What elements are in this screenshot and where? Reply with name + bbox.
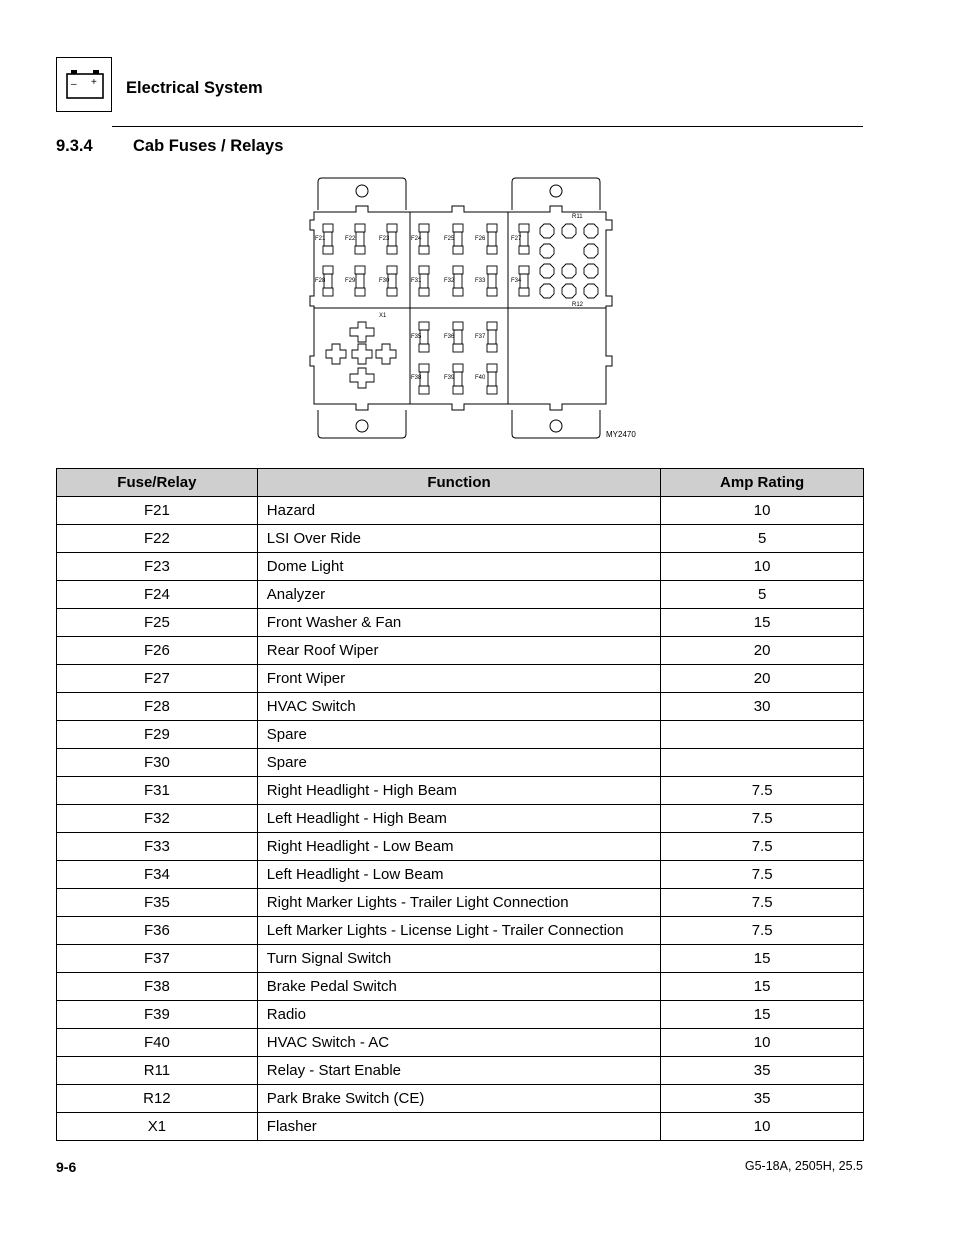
cell-fuse-relay: F36: [57, 917, 258, 945]
cell-amp-rating: [661, 721, 864, 749]
table-row: [57, 1001, 864, 1029]
cell-function: Relay - Start Enable: [257, 1057, 660, 1085]
table-row: [57, 973, 864, 1001]
cell-function: Radio: [257, 1001, 660, 1029]
table-row: [57, 1057, 864, 1085]
table-row: [57, 525, 864, 553]
cell-fuse-relay: F30: [57, 749, 258, 777]
cell-amp-rating: 7.5: [661, 833, 864, 861]
cell-function: LSI Over Ride: [257, 525, 660, 553]
label-f38: F38: [411, 375, 422, 381]
table-row: [57, 497, 864, 525]
cell-function: Hazard: [257, 497, 660, 525]
table-body: [57, 497, 864, 1141]
label-f37: F37: [475, 334, 486, 340]
fuse-holder: [355, 224, 365, 254]
label-f32: F32: [444, 278, 455, 284]
table-row: [57, 833, 864, 861]
cell-function: Dome Light: [257, 553, 660, 581]
label-f25: F25: [444, 236, 455, 242]
table-row: [57, 609, 864, 637]
label-f31: F31: [411, 278, 422, 284]
cell-function: Flasher: [257, 1113, 660, 1141]
cell-function: Right Marker Lights - Trailer Light Connection: [257, 889, 660, 917]
cell-fuse-relay: F23: [57, 553, 258, 581]
cell-amp-rating: 5: [661, 525, 864, 553]
cell-fuse-relay: F21: [57, 497, 258, 525]
cell-amp-rating: 7.5: [661, 861, 864, 889]
cell-amp-rating: 15: [661, 945, 864, 973]
table-row: [57, 945, 864, 973]
cell-fuse-relay: F24: [57, 581, 258, 609]
cell-fuse-relay: F25: [57, 609, 258, 637]
cell-amp-rating: 15: [661, 973, 864, 1001]
cell-fuse-relay: F28: [57, 693, 258, 721]
fuse-holder: [453, 266, 463, 296]
fuse-holder: [487, 364, 497, 394]
table-row: [57, 749, 864, 777]
diagram-reference: MY2470: [606, 430, 636, 439]
battery-minus: –: [71, 79, 77, 90]
fuse-holder: [487, 266, 497, 296]
cell-fuse-relay: F40: [57, 1029, 258, 1057]
cell-fuse-relay: F26: [57, 637, 258, 665]
header-divider: [112, 126, 863, 127]
cell-amp-rating: 10: [661, 1029, 864, 1057]
section-number: 9.3.4: [56, 137, 93, 155]
label-f36: F36: [444, 334, 455, 340]
table-row: [57, 1085, 864, 1113]
label-f33: F33: [475, 278, 486, 284]
label-f23: F23: [379, 236, 390, 242]
cell-function: Spare: [257, 749, 660, 777]
cell-fuse-relay: R12: [57, 1085, 258, 1113]
fuse-holder: [453, 364, 463, 394]
cell-function: Brake Pedal Switch: [257, 973, 660, 1001]
col-header-amp-rating: Amp Rating: [661, 469, 864, 497]
table-row: [57, 777, 864, 805]
cell-function: Right Headlight - High Beam: [257, 777, 660, 805]
label-f26: F26: [475, 236, 486, 242]
page-number: 9-6: [56, 1159, 77, 1175]
label-f28: F28: [315, 278, 326, 284]
cell-fuse-relay: F22: [57, 525, 258, 553]
cell-fuse-relay: X1: [57, 1113, 258, 1141]
section-title: Cab Fuses / Relays: [133, 137, 284, 155]
cell-amp-rating: 15: [661, 609, 864, 637]
page-header-title: Electrical System: [126, 79, 263, 97]
header-icon-box: [56, 57, 112, 112]
cell-fuse-relay: F29: [57, 721, 258, 749]
label-f34: F34: [511, 278, 522, 284]
table-row: [57, 721, 864, 749]
cell-function: HVAC Switch: [257, 693, 660, 721]
cell-function: Spare: [257, 721, 660, 749]
cell-fuse-relay: F35: [57, 889, 258, 917]
cell-amp-rating: 7.5: [661, 917, 864, 945]
fuse-holder: [453, 322, 463, 352]
label-f39: F39: [444, 375, 455, 381]
cell-amp-rating: 7.5: [661, 889, 864, 917]
cell-amp-rating: 7.5: [661, 805, 864, 833]
cell-amp-rating: [661, 749, 864, 777]
table-row: [57, 1029, 864, 1057]
label-f21: F21: [315, 236, 326, 242]
table-row: [57, 581, 864, 609]
cell-amp-rating: 10: [661, 1113, 864, 1141]
cell-amp-rating: 30: [661, 693, 864, 721]
fuse-holder: [453, 224, 463, 254]
cell-amp-rating: 5: [661, 581, 864, 609]
cell-amp-rating: 20: [661, 637, 864, 665]
label-r11: R11: [572, 214, 583, 220]
table-row: [57, 889, 864, 917]
cell-amp-rating: 35: [661, 1057, 864, 1085]
cell-amp-rating: 35: [661, 1085, 864, 1113]
cell-fuse-relay: F27: [57, 665, 258, 693]
cell-fuse-relay: F39: [57, 1001, 258, 1029]
fuse-holder: [487, 322, 497, 352]
fuse-relay-table: [56, 468, 864, 1141]
cell-function: Left Marker Lights - License Light - Trailer Connection: [257, 917, 660, 945]
cell-fuse-relay: R11: [57, 1057, 258, 1085]
cell-function: Right Headlight - Low Beam: [257, 833, 660, 861]
cell-function: HVAC Switch - AC: [257, 1029, 660, 1057]
label-f30: F30: [379, 278, 390, 284]
battery-plus: +: [91, 77, 97, 88]
cell-fuse-relay: F37: [57, 945, 258, 973]
fuse-box-diagram: [308, 176, 640, 442]
col-header-fuse-relay: Fuse/Relay: [57, 469, 258, 497]
table-row: [57, 805, 864, 833]
label-f27: F27: [511, 236, 522, 242]
col-header-function: Function: [257, 469, 660, 497]
table-row: [57, 861, 864, 889]
fuse-holder: [487, 224, 497, 254]
cell-amp-rating: 7.5: [661, 777, 864, 805]
label-f40: F40: [475, 375, 486, 381]
table-row: [57, 917, 864, 945]
label-f24: F24: [411, 236, 422, 242]
label-x1: X1: [379, 313, 387, 319]
cell-amp-rating: 10: [661, 553, 864, 581]
battery-icon: [65, 70, 105, 100]
cell-amp-rating: 20: [661, 665, 864, 693]
cell-function: Left Headlight - Low Beam: [257, 861, 660, 889]
cell-fuse-relay: F38: [57, 973, 258, 1001]
table-row: [57, 1113, 864, 1141]
table-row: [57, 693, 864, 721]
document-reference: G5-18A, 2505H, 25.5: [744, 1159, 863, 1173]
fuse-holder: [355, 266, 365, 296]
cell-function: Left Headlight - High Beam: [257, 805, 660, 833]
table-row: [57, 553, 864, 581]
table-header-row: [57, 469, 864, 497]
cell-function: Rear Roof Wiper: [257, 637, 660, 665]
cell-fuse-relay: F31: [57, 777, 258, 805]
cell-amp-rating: 10: [661, 497, 864, 525]
cell-function: Front Wiper: [257, 665, 660, 693]
cell-function: Analyzer: [257, 581, 660, 609]
cell-fuse-relay: F34: [57, 861, 258, 889]
cell-function: Park Brake Switch (CE): [257, 1085, 660, 1113]
cell-amp-rating: 15: [661, 1001, 864, 1029]
label-f29: F29: [345, 278, 356, 284]
cell-fuse-relay: F33: [57, 833, 258, 861]
cell-function: Turn Signal Switch: [257, 945, 660, 973]
cell-fuse-relay: F32: [57, 805, 258, 833]
table-row: [57, 637, 864, 665]
cell-function: Front Washer & Fan: [257, 609, 660, 637]
label-r12: R12: [572, 302, 584, 308]
label-f35: F35: [411, 334, 422, 340]
table-row: [57, 665, 864, 693]
label-f22: F22: [345, 236, 356, 242]
